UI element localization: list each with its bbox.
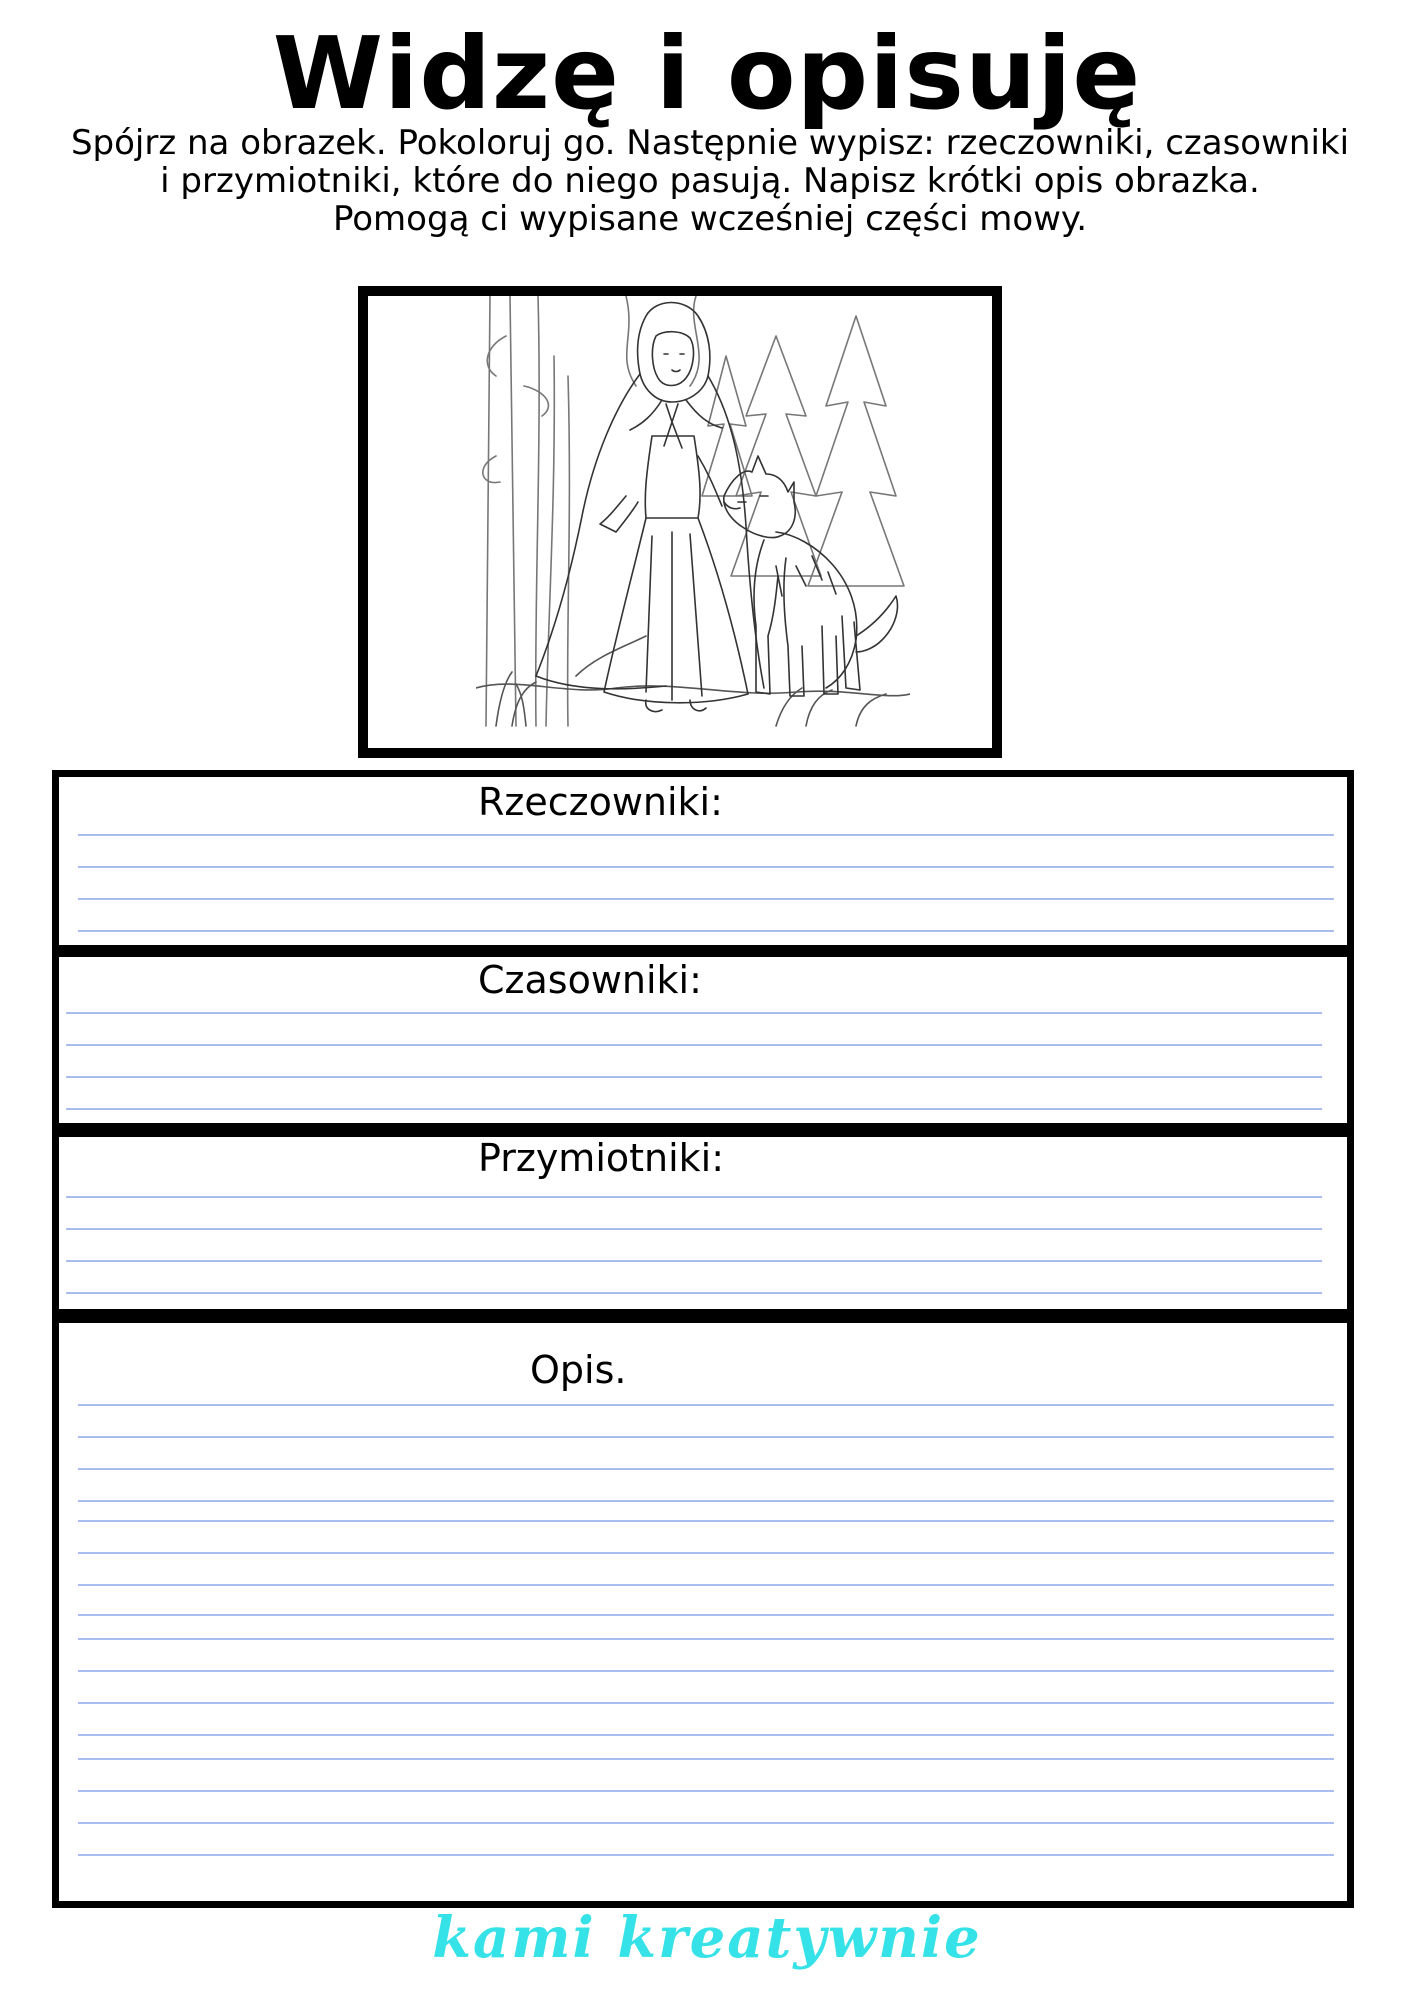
writing-line[interactable] bbox=[78, 1702, 1334, 1704]
writing-line[interactable] bbox=[78, 1854, 1334, 1856]
instructions-line: i przymiotniki, które do niego pasują. Napisz krótki opis obrazka. bbox=[160, 161, 1260, 201]
instructions bbox=[40, 124, 1380, 238]
writing-line[interactable] bbox=[78, 898, 1334, 900]
writing-line[interactable] bbox=[66, 1260, 1322, 1262]
writing-line[interactable] bbox=[78, 1468, 1334, 1470]
worksheet-title: Widzę i opisuję bbox=[272, 15, 1142, 132]
writing-line[interactable] bbox=[78, 834, 1334, 836]
writing-line[interactable] bbox=[66, 1196, 1322, 1198]
writing-line[interactable] bbox=[66, 1076, 1322, 1078]
writing-line[interactable] bbox=[66, 1228, 1322, 1230]
writing-line[interactable] bbox=[78, 1520, 1334, 1522]
coloring-illustration bbox=[476, 296, 910, 730]
writing-line[interactable] bbox=[66, 1292, 1322, 1294]
writing-line[interactable] bbox=[78, 1436, 1334, 1438]
instructions-line: Pomogą ci wypisane wcześniej części mowy. bbox=[332, 199, 1088, 239]
writing-line[interactable] bbox=[78, 1614, 1334, 1616]
nouns-label: Rzeczowniki: bbox=[478, 780, 723, 824]
writing-line[interactable] bbox=[78, 1404, 1334, 1406]
writing-line[interactable] bbox=[66, 1044, 1322, 1046]
writing-line[interactable] bbox=[78, 1734, 1334, 1736]
writing-line[interactable] bbox=[78, 1758, 1334, 1760]
writing-line[interactable] bbox=[78, 930, 1334, 932]
instructions-line: Spójrz na obrazek. Pokoloruj go. Następnie wypisz: rzeczowniki, czasowniki bbox=[70, 123, 1350, 163]
verbs-label: Czasowniki: bbox=[478, 958, 702, 1002]
writing-line[interactable] bbox=[78, 1638, 1334, 1640]
writing-line[interactable] bbox=[78, 866, 1334, 868]
writing-line[interactable] bbox=[78, 1552, 1334, 1554]
brand-signature: kami kreatywnie bbox=[432, 1905, 982, 1971]
writing-line[interactable] bbox=[78, 1670, 1334, 1672]
writing-line[interactable] bbox=[66, 1108, 1322, 1110]
verbs-panel bbox=[52, 950, 1354, 1130]
writing-line[interactable] bbox=[78, 1584, 1334, 1586]
writing-line[interactable] bbox=[78, 1500, 1334, 1502]
description-label: Opis. bbox=[530, 1348, 627, 1392]
writing-line[interactable] bbox=[78, 1822, 1334, 1824]
writing-line[interactable] bbox=[78, 1790, 1334, 1792]
writing-line[interactable] bbox=[66, 1012, 1322, 1014]
adjectives-label: Przymiotniki: bbox=[478, 1136, 725, 1180]
